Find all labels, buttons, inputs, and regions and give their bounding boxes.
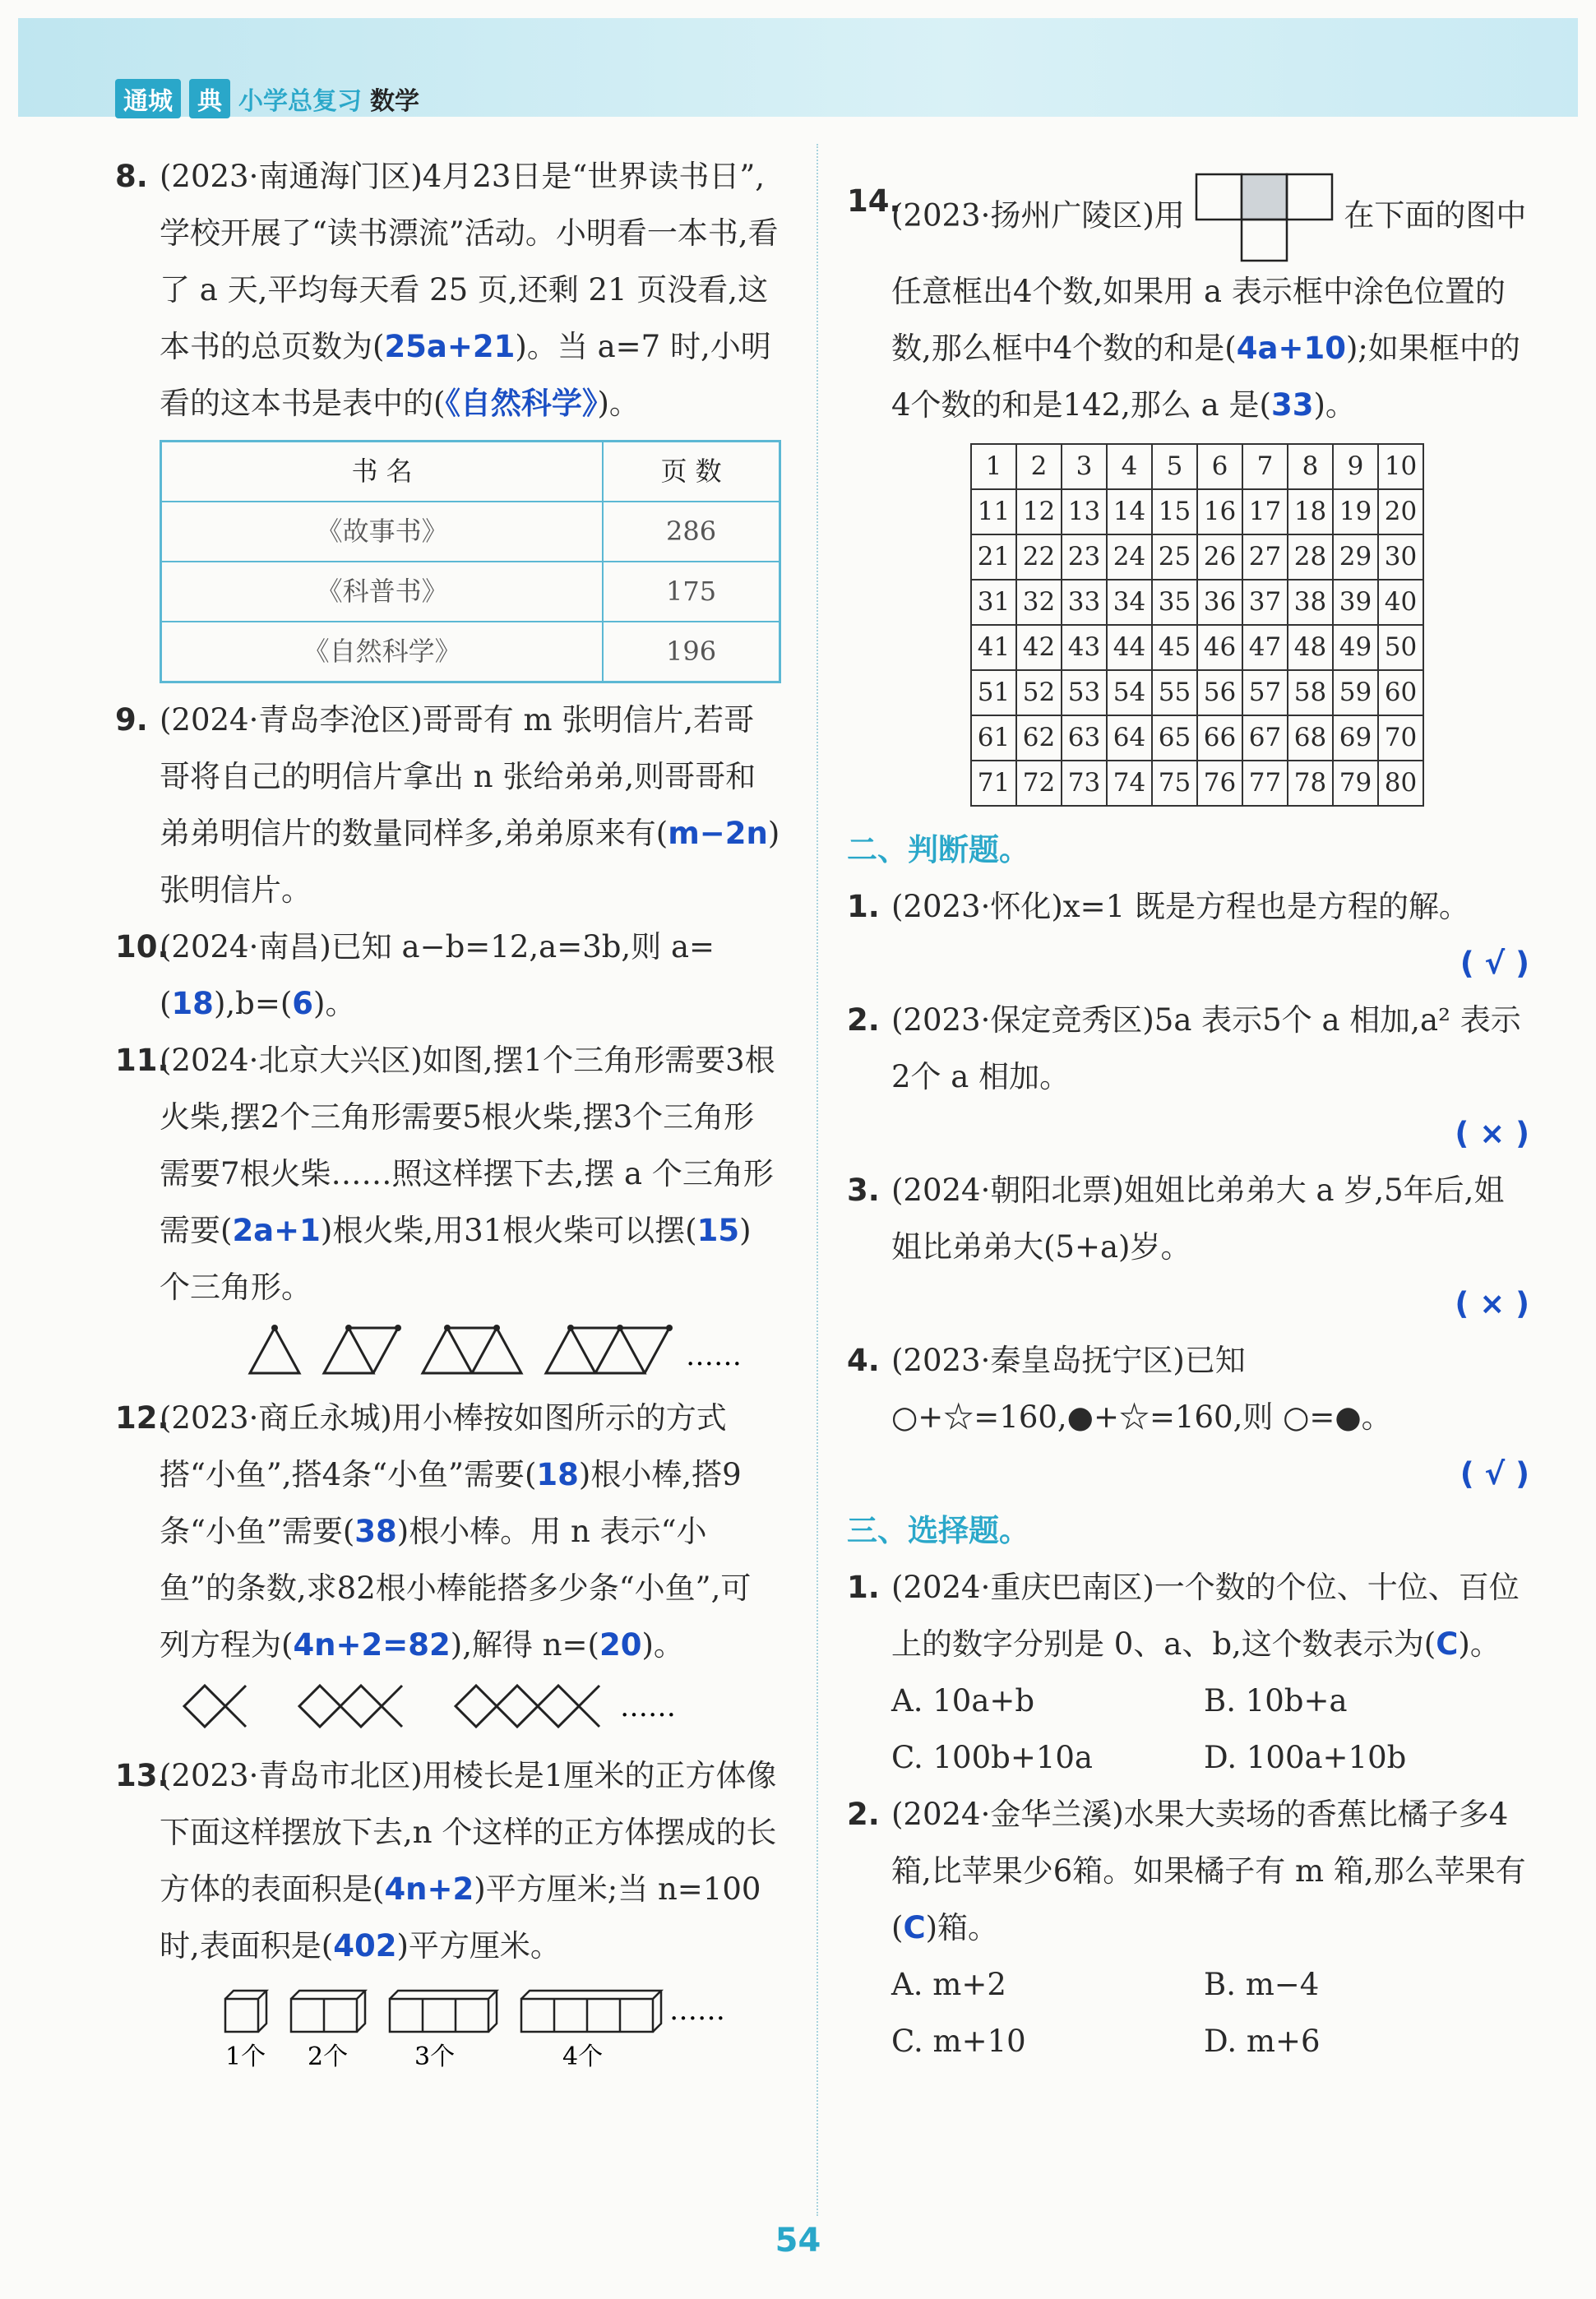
grid-cell: 24 <box>1107 534 1152 580</box>
grid-cell: 45 <box>1152 625 1197 670</box>
grid-cell: 55 <box>1152 670 1197 715</box>
grid-cell: 40 <box>1378 580 1423 625</box>
answer: 18 <box>536 1457 579 1492</box>
grid-cell: 9 <box>1333 444 1378 489</box>
question-text: (2024·青岛李沧区)哥哥有 m 张明信片,若哥哥将自己的明信片拿出 n 张给弟弟,则哥哥和弟弟明信片的数量同样多,弟弟原来有( <box>160 702 756 851</box>
cube-label: 4个 <box>562 2042 604 2071</box>
option: C. 100b+10a <box>891 1740 1093 1775</box>
judge-1 <box>847 878 1529 992</box>
answer: 4n+2=82 <box>293 1627 451 1663</box>
grid-cell: 18 <box>1288 489 1333 534</box>
grid-cell: 75 <box>1152 761 1197 806</box>
grid-cell: 64 <box>1107 715 1152 761</box>
question-text: )根小棒,搭9条“小鱼”需要( <box>160 1457 742 1549</box>
grid-cell: 8 <box>1288 444 1333 489</box>
section-heading-choice: 三、选择题。 <box>847 1513 1029 1548</box>
question-number: 14. <box>847 183 901 219</box>
question-text: (2024·南昌)已知 a−b=12,a=3b,则 a=( <box>160 929 715 1021</box>
page-number: 54 <box>775 2222 821 2260</box>
ellipsis: …… <box>620 1691 676 1723</box>
question-text: 在下面的图中任意框出4个数,如果用 a 表示框中涂色位置的数,那么框中4个数的和是( <box>891 197 1527 366</box>
grid-cell: 36 <box>1197 580 1242 625</box>
option: C. m+10 <box>891 2024 1026 2059</box>
grid-cell: 41 <box>971 625 1016 670</box>
question-text: )。 <box>641 1627 684 1663</box>
question-text: (2023·怀化)x=1 既是方程也是方程的解。 <box>891 889 1469 924</box>
grid-cell: 10 <box>1378 444 1423 489</box>
answer: 38 <box>354 1514 397 1549</box>
answer: 25a+21 <box>384 329 516 364</box>
options-row <box>847 1729 1529 1786</box>
grid-cell: 35 <box>1152 580 1197 625</box>
cube-figure <box>115 1974 781 2073</box>
grid-cell: 51 <box>971 670 1016 715</box>
grid-cell: 28 <box>1288 534 1333 580</box>
question-number: 11. <box>115 1043 169 1078</box>
question-number: 9. <box>115 702 148 738</box>
option: B. m−4 <box>1204 1967 1320 2002</box>
grid-cell: 67 <box>1242 715 1288 761</box>
question-text: (2023·秦皇岛抚宁区)已知 ○+☆=160,●+☆=160,则 ○=●。 <box>891 1343 1392 1435</box>
question-number: 1. <box>847 1570 880 1605</box>
fish-figure <box>115 1673 781 1747</box>
grid-cell: 71 <box>971 761 1016 806</box>
question-text: )平方厘米。 <box>396 1928 561 1964</box>
question-11 <box>115 1032 781 1390</box>
question-10 <box>115 918 781 1032</box>
options-row <box>847 1956 1529 2013</box>
grid-cell: 32 <box>1016 580 1062 625</box>
answer: ( × ) <box>1455 1116 1529 1151</box>
question-13 <box>115 1747 781 2073</box>
question-text: ),b=( <box>213 986 293 1021</box>
question-number: 10. <box>115 929 169 964</box>
grid-cell: 2 <box>1016 444 1062 489</box>
section-heading-judge: 二、判断题。 <box>847 832 1029 867</box>
grid-cell: 1 <box>971 444 1016 489</box>
grid-cell: 5 <box>1152 444 1197 489</box>
option: B. 10b+a <box>1204 1683 1348 1718</box>
question-text: (2024·金华兰溪)水果大卖场的香蕉比橘子多4箱,比苹果少6箱。如果橘子有 m 箱,那么苹果有( <box>891 1797 1526 1945</box>
question-number: 13. <box>115 1758 169 1793</box>
grid-cell: 76 <box>1197 761 1242 806</box>
question-text: ),解得 n=( <box>450 1627 599 1663</box>
question-text: )根小棒。用 n 表示“小鱼”的条数,求82根小棒能搭多少条“小鱼”,可列方程为( <box>160 1514 752 1663</box>
answer: ( × ) <box>1455 1286 1529 1321</box>
question-text: )张明信片。 <box>160 816 780 908</box>
choice-2 <box>847 1786 1529 2070</box>
answer: 《自然科学》 <box>445 386 598 421</box>
grid-cell: 37 <box>1242 580 1288 625</box>
grid-cell: 54 <box>1107 670 1152 715</box>
answer: 20 <box>599 1627 642 1663</box>
grid-cell: 38 <box>1288 580 1333 625</box>
option: D. 100a+10b <box>1204 1740 1407 1775</box>
answer: ( √ ) <box>1460 1456 1529 1492</box>
question-number: 2. <box>847 1797 880 1832</box>
grid-cell: 60 <box>1378 670 1423 715</box>
grid-cell: 23 <box>1062 534 1107 580</box>
answer: ( √ ) <box>1460 946 1529 981</box>
question-text: )。当 a=7 时,小明看的这本书是表中的( <box>160 329 771 421</box>
grid-cell: 78 <box>1288 761 1333 806</box>
grid-cell: 30 <box>1378 534 1423 580</box>
question-text: )平方厘米;当 n=100 时,表面积是( <box>160 1871 761 1964</box>
answer: m−2n <box>668 816 768 851</box>
grid-cell: 63 <box>1062 715 1107 761</box>
cubes-diagram <box>160 1974 784 2073</box>
grid-cell: 31 <box>971 580 1016 625</box>
option: A. m+2 <box>891 1967 1006 2002</box>
grid-cell: 80 <box>1378 761 1423 806</box>
question-8 <box>115 148 781 683</box>
grid-cell: 17 <box>1242 489 1288 534</box>
question-number: 3. <box>847 1173 880 1208</box>
question-14 <box>847 173 1529 807</box>
grid-cell: 62 <box>1016 715 1062 761</box>
answer: 4n+2 <box>384 1871 474 1907</box>
table-cell: 《科普书》 <box>161 562 604 622</box>
brand-tag-2: 典 <box>189 79 230 118</box>
subject-label: 数学 <box>370 87 419 116</box>
brand-tag: 通城 <box>115 79 181 118</box>
table-header: 书 名 <box>161 442 604 502</box>
grid-cell: 20 <box>1378 489 1423 534</box>
book-title: 小学总复习 <box>238 87 362 116</box>
answer: 402 <box>333 1928 397 1964</box>
question-text: (2024·北京大兴区)如图,摆1个三角形需要3根火柴,摆2个三角形需要5根火柴,摆3个三角形需要7根火柴……照这样摆下去,摆 a 个三角形需要( <box>160 1043 775 1248</box>
grid-cell: 34 <box>1107 580 1152 625</box>
question-text: (2024·重庆巴南区)一个数的个位、十位、百位上的数字分别是 0、a、b,这个数表示为( <box>891 1570 1520 1662</box>
question-text: (2023·青岛市北区)用棱长是1厘米的正方体像下面这样摆放下去,n 个这样的正方体摆成的长方体的表面积是( <box>160 1758 777 1907</box>
question-text: (2023·扬州广陵区)用 <box>891 197 1185 234</box>
grid-cell: 3 <box>1062 444 1107 489</box>
answer: 4a+10 <box>1236 331 1346 366</box>
grid-cell: 52 <box>1016 670 1062 715</box>
question-text: (2024·朝阳北票)姐姐比弟弟大 a 岁,5年后,姐姐比弟弟大(5+a)岁。 <box>891 1173 1505 1265</box>
question-text: )个三角形。 <box>160 1213 752 1305</box>
grid-cell: 27 <box>1242 534 1288 580</box>
number-grid <box>970 443 1424 807</box>
table-cell: 《故事书》 <box>161 502 604 562</box>
answer: C <box>1436 1626 1459 1662</box>
question-number: 8. <box>115 159 148 194</box>
grid-cell: 33 <box>1062 580 1107 625</box>
grid-cell: 66 <box>1197 715 1242 761</box>
cube-label: 2个 <box>308 2042 349 2071</box>
question-number: 4. <box>847 1343 880 1378</box>
stick-fish-diagram <box>160 1673 784 1739</box>
judge-2 <box>847 992 1529 1162</box>
ellipsis: …… <box>669 1994 725 2027</box>
grid-cell: 68 <box>1288 715 1333 761</box>
grid-cell: 14 <box>1107 489 1152 534</box>
grid-cell: 26 <box>1197 534 1242 580</box>
frame-shape-icon <box>1195 173 1335 263</box>
answer: 6 <box>292 986 314 1021</box>
question-text: )。 <box>597 386 640 421</box>
table-cell: 《自然科学》 <box>161 622 604 682</box>
table-cell: 175 <box>603 562 779 622</box>
grid-cell: 61 <box>971 715 1016 761</box>
ellipsis: …… <box>686 1339 742 1372</box>
grid-cell: 79 <box>1333 761 1378 806</box>
question-text: );如果框中的4个数的和是142,那么 a 是( <box>891 331 1520 423</box>
matchstick-triangles-diagram <box>160 1316 768 1381</box>
grid-cell: 59 <box>1333 670 1378 715</box>
cube-label: 1个 <box>225 2042 266 2071</box>
grid-cell: 70 <box>1378 715 1423 761</box>
triangle-figure <box>115 1316 781 1390</box>
grid-cell: 72 <box>1016 761 1062 806</box>
question-text: )。 <box>1313 387 1356 423</box>
question-text: )。 <box>1458 1626 1501 1662</box>
question-text: (2023·保定竞秀区)5a 表示5个 a 相加,a² 表示2个 a 相加。 <box>891 1002 1521 1094</box>
grid-cell: 48 <box>1288 625 1333 670</box>
question-text: (2023·南通海门区)4月23日是“世界读书日”,学校开展了“读书漂流”活动。小明看一本书,看了 a 天,平均每天看 25 页,还剩 21 页没看,这本书的总页数为( <box>160 159 779 364</box>
grid-cell: 46 <box>1197 625 1242 670</box>
question-text: )根火柴,用31根火柴可以摆( <box>320 1213 697 1248</box>
options-row <box>847 1672 1529 1729</box>
grid-cell: 21 <box>971 534 1016 580</box>
judge-3 <box>847 1162 1529 1332</box>
grid-cell: 22 <box>1016 534 1062 580</box>
grid-cell: 11 <box>971 489 1016 534</box>
option: D. m+6 <box>1204 2024 1321 2059</box>
grid-cell: 49 <box>1333 625 1378 670</box>
question-9 <box>115 692 781 918</box>
grid-cell: 53 <box>1062 670 1107 715</box>
grid-cell: 56 <box>1197 670 1242 715</box>
table-header: 页 数 <box>603 442 779 502</box>
grid-cell: 65 <box>1152 715 1197 761</box>
grid-cell: 77 <box>1242 761 1288 806</box>
grid-cell: 19 <box>1333 489 1378 534</box>
grid-cell: 69 <box>1333 715 1378 761</box>
grid-cell: 47 <box>1242 625 1288 670</box>
grid-cell: 58 <box>1288 670 1333 715</box>
grid-cell: 4 <box>1107 444 1152 489</box>
choice-1 <box>847 1559 1529 1786</box>
right-column <box>847 173 1529 2070</box>
grid-cell: 16 <box>1197 489 1242 534</box>
grid-cell: 42 <box>1016 625 1062 670</box>
answer: 2a+1 <box>232 1213 321 1248</box>
left-column <box>115 148 781 2073</box>
grid-cell: 13 <box>1062 489 1107 534</box>
grid-cell: 44 <box>1107 625 1152 670</box>
grid-cell: 29 <box>1333 534 1378 580</box>
column-divider <box>817 144 818 2216</box>
table-cell: 196 <box>603 622 779 682</box>
question-number: 12. <box>115 1400 169 1436</box>
table-cell: 286 <box>603 502 779 562</box>
grid-cell: 12 <box>1016 489 1062 534</box>
judge-4 <box>847 1332 1529 1502</box>
answer: 33 <box>1270 387 1314 423</box>
question-text: )。 <box>313 986 356 1021</box>
answer: 18 <box>171 986 214 1021</box>
grid-cell: 6 <box>1197 444 1242 489</box>
question-12 <box>115 1390 781 1747</box>
grid-cell: 73 <box>1062 761 1107 806</box>
option: A. 10a+b <box>891 1683 1035 1718</box>
question-text: (2023·商丘永城)用小棒按如图所示的方式搭“小鱼”,搭4条“小鱼”需要( <box>160 1400 727 1492</box>
question-number: 1. <box>847 889 880 924</box>
question-number: 2. <box>847 1002 880 1038</box>
answer: C <box>903 1910 926 1945</box>
options-row <box>847 2013 1529 2070</box>
grid-cell: 57 <box>1242 670 1288 715</box>
books-table <box>160 440 781 683</box>
book-brand <box>115 79 419 118</box>
grid-cell: 39 <box>1333 580 1378 625</box>
grid-cell: 74 <box>1107 761 1152 806</box>
answer: 15 <box>696 1213 740 1248</box>
cube-label: 3个 <box>414 2042 456 2071</box>
question-text: )箱。 <box>925 1910 999 1945</box>
grid-cell: 43 <box>1062 625 1107 670</box>
grid-cell: 50 <box>1378 625 1423 670</box>
grid-cell: 7 <box>1242 444 1288 489</box>
grid-cell: 25 <box>1152 534 1197 580</box>
grid-cell: 15 <box>1152 489 1197 534</box>
